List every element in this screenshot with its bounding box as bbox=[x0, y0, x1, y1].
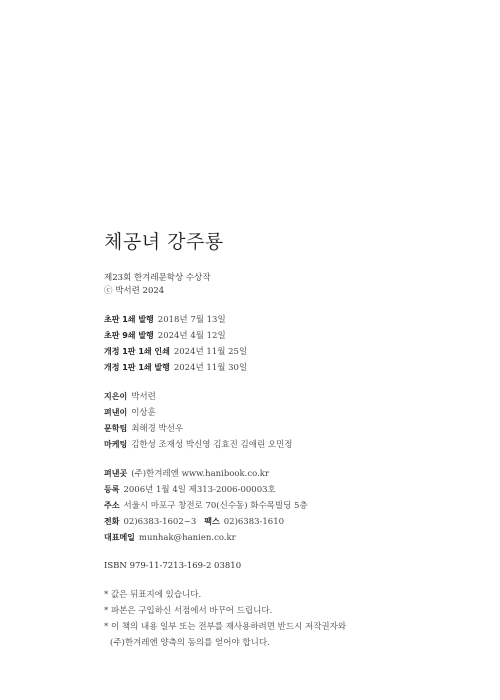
isbn-block bbox=[104, 559, 484, 574]
address-line bbox=[104, 498, 484, 514]
credits bbox=[104, 389, 484, 453]
edition-label: 개정 1판 1쇄 인쇄 bbox=[104, 347, 170, 356]
credit-value: 김한성 조재성 박신영 김효진 김애린 오민정 bbox=[131, 440, 293, 450]
registration-value: 2006년 1월 4일 제313-2006-00003호 bbox=[123, 485, 276, 495]
edition-label: 초판 9쇄 발행 bbox=[104, 331, 154, 340]
credit-label: 문학팀 bbox=[104, 424, 128, 433]
edition-date: 2024년 4월 12일 bbox=[157, 331, 226, 341]
note-reuse-cont: (주)한겨레엔 양측의 동의를 얻어야 합니다. bbox=[110, 638, 270, 648]
credit-value: 이상훈 bbox=[131, 408, 156, 418]
credit-line-marketing bbox=[104, 437, 484, 453]
copyright-notice: ⓒ 박서련 2024 bbox=[104, 286, 165, 296]
fax-value: 02)6383-1610 bbox=[223, 517, 285, 527]
email-label: 대표메일 bbox=[104, 533, 135, 542]
edition-line bbox=[104, 312, 484, 328]
note-reuse: * 이 책의 내용 일부 또는 전부를 재사용하려면 반드시 저작권자와 bbox=[104, 622, 347, 632]
email-value: munhak@hanien.co.kr bbox=[138, 533, 236, 543]
credit-label: 마케팅 bbox=[104, 440, 128, 449]
credit-line-publisher bbox=[104, 405, 484, 421]
edition-line bbox=[104, 360, 484, 376]
award-block bbox=[104, 272, 484, 298]
credit-value: 박서련 bbox=[131, 392, 156, 402]
colophon bbox=[104, 230, 484, 651]
publisher-company-line bbox=[104, 466, 484, 482]
credit-label: 지은이 bbox=[104, 392, 128, 401]
registration-label: 등록 bbox=[104, 485, 120, 494]
isbn: ISBN 979-11-7213-169-2 03810 bbox=[104, 561, 242, 571]
note-defect: * 파본은 구입하신 서점에서 바꾸어 드립니다. bbox=[104, 606, 273, 616]
phone-value: 02)6383-1602~3 bbox=[123, 517, 197, 527]
credit-label: 펴낸이 bbox=[104, 408, 128, 417]
phone-fax-line bbox=[104, 514, 484, 530]
book-title: 체공녀 강주룡 bbox=[104, 231, 224, 253]
publisher-company-label: 펴낸곳 bbox=[104, 469, 128, 478]
registration-line bbox=[104, 482, 484, 498]
edition-date: 2018년 7월 13일 bbox=[157, 315, 226, 325]
credit-value: 최해경 박선우 bbox=[131, 424, 184, 434]
edition-line bbox=[104, 344, 484, 360]
email-line bbox=[104, 530, 484, 546]
fax-label: 팩스 bbox=[204, 517, 220, 526]
address-label: 주소 bbox=[104, 501, 120, 510]
publisher-company-value: (주)한겨레엔 www.hanibook.co.kr bbox=[131, 469, 270, 479]
award-text: 제23회 한겨레문학상 수상작 bbox=[104, 273, 211, 283]
edition-label: 초판 1쇄 발행 bbox=[104, 315, 154, 324]
notes bbox=[104, 587, 484, 651]
edition-date: 2024년 11월 25일 bbox=[173, 347, 248, 357]
phone-label: 전화 bbox=[104, 517, 120, 526]
edition-line bbox=[104, 328, 484, 344]
edition-date: 2024년 11월 30일 bbox=[173, 363, 248, 373]
address-value: 서울시 마포구 창전로 70(신수동) 화수목빌딩 5층 bbox=[123, 501, 308, 511]
edition-history bbox=[104, 312, 484, 376]
credit-line-editorial bbox=[104, 421, 484, 437]
publisher-info bbox=[104, 466, 484, 546]
note-price: * 값은 뒤표지에 있습니다. bbox=[104, 590, 202, 600]
edition-label: 개정 1판 1쇄 발행 bbox=[104, 363, 170, 372]
credit-line-author bbox=[104, 389, 484, 405]
